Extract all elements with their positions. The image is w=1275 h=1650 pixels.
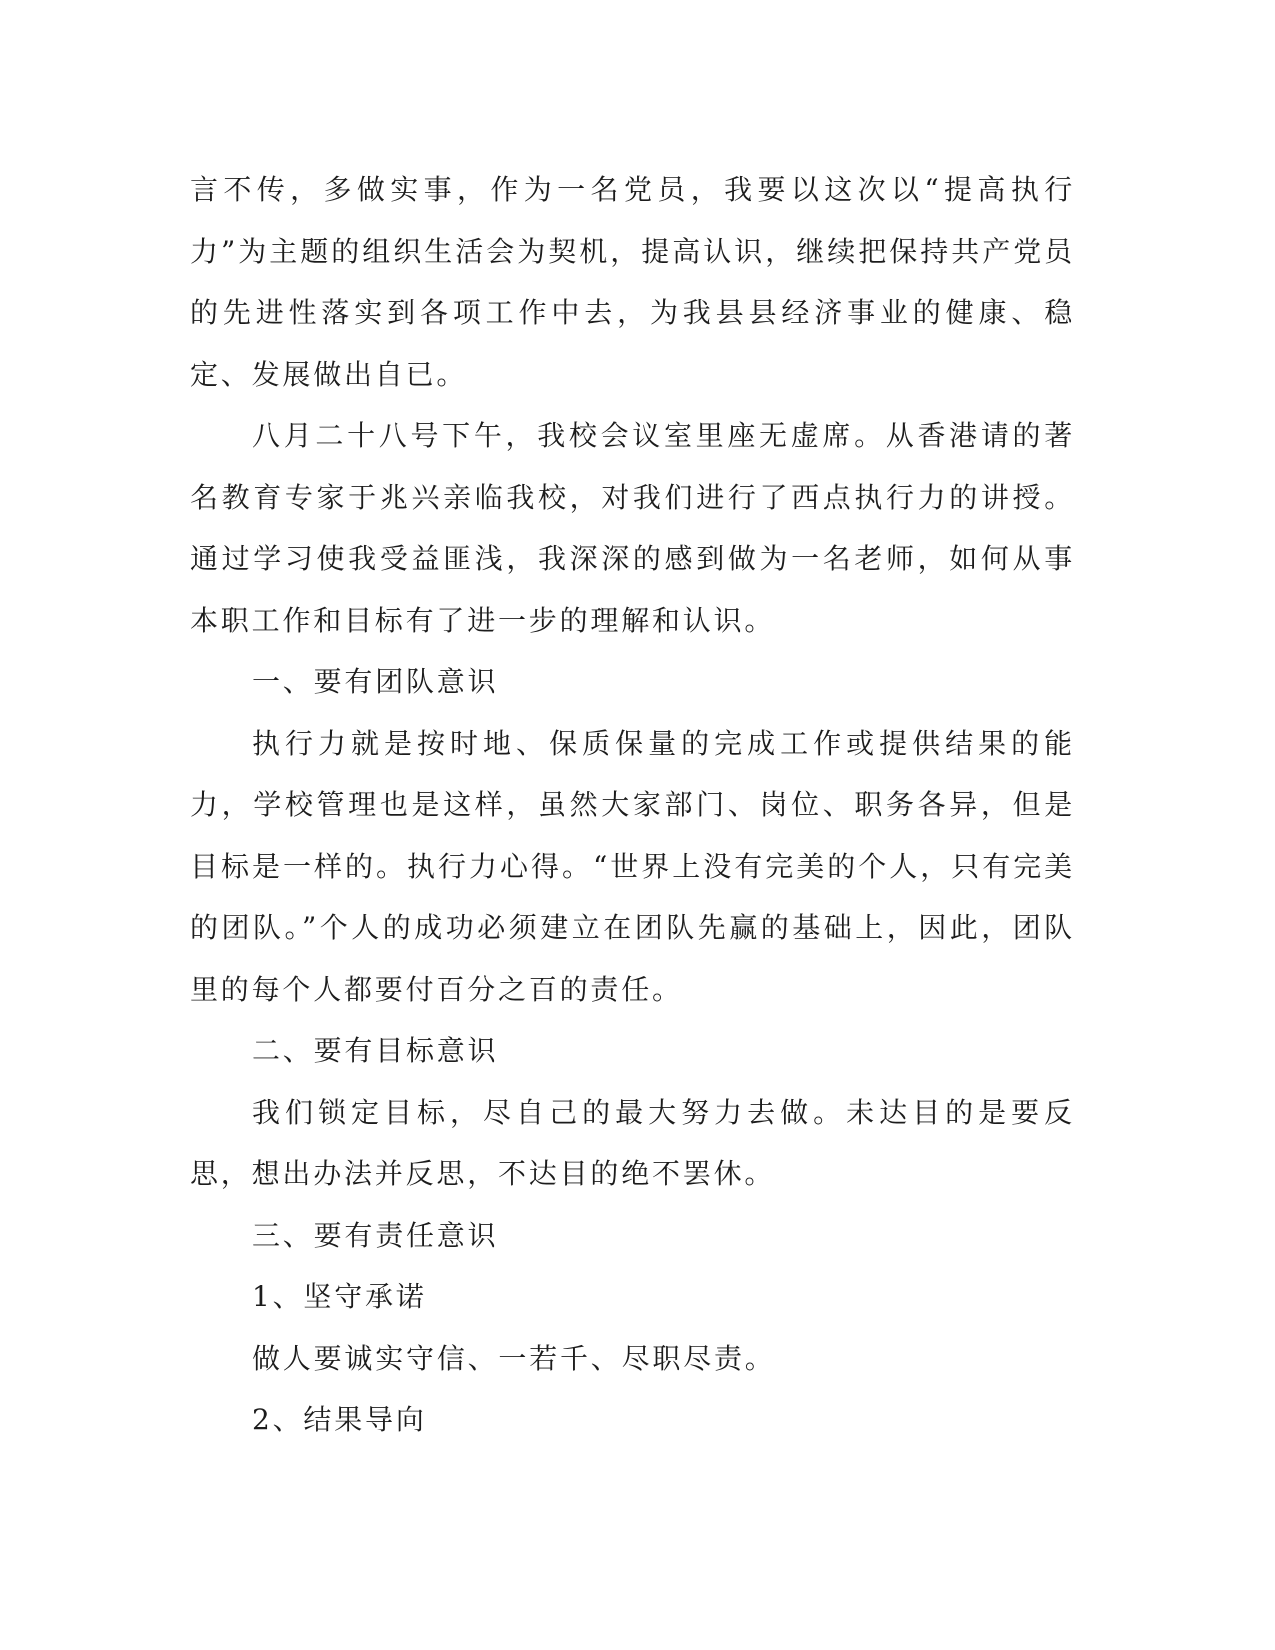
paragraph-closing-statement: 言不传，多做实事，作为一名党员，我要以这次以“提高执行力”为主题的组织生活会为契机，提高认识，继续把保持共产党员的先进性落实到各项工作中去，为我县县经济事业的健康、稳定、发展做出自已。 [190,173,1075,391]
paragraph-team-awareness: 执行力就是按时地、保质保量的完成工作或提供结果的能力，学校管理也是这样，虽然大家部门、岗位、职务各异，但是目标是一样的。执行力心得。“世界上没有完美的个人，只有完美的团队。”个人的成功必须建立在团队先赢的基础上，因此，团队里的每个人都要付百分之百的责任。 [190,726,1075,1006]
subheading-result-oriented: 2、结果导向 [252,1403,427,1436]
heading-responsibility-awareness: 三、要有责任意识 [252,1218,499,1252]
document-body [190,159,1075,1451]
paragraph-keep-promise: 做人要诚实守信、一若千、尽职尽责。 [252,1341,776,1375]
subheading-keep-promise: 1、坚守承诺 [252,1280,427,1313]
paragraph-lecture-intro: 八月二十八号下午，我校会议室里座无虚席。从香港请的著名教育专家于兆兴亲临我校，对我们进行了西点执行力的讲授。通过学习使我受益匪浅，我深深的感到做为一名老师，如何从事本职工作和目标有了进一步的理解和认识。 [190,419,1075,637]
heading-team-awareness: 一、要有团队意识 [252,665,499,698]
paragraph-goal-awareness: 我们锁定目标，尽自己的最大努力去做。未达目的是要反思，想出办法并反思，不达目的绝不罢休。 [190,1095,1075,1190]
heading-goal-awareness: 二、要有目标意识 [252,1034,499,1067]
